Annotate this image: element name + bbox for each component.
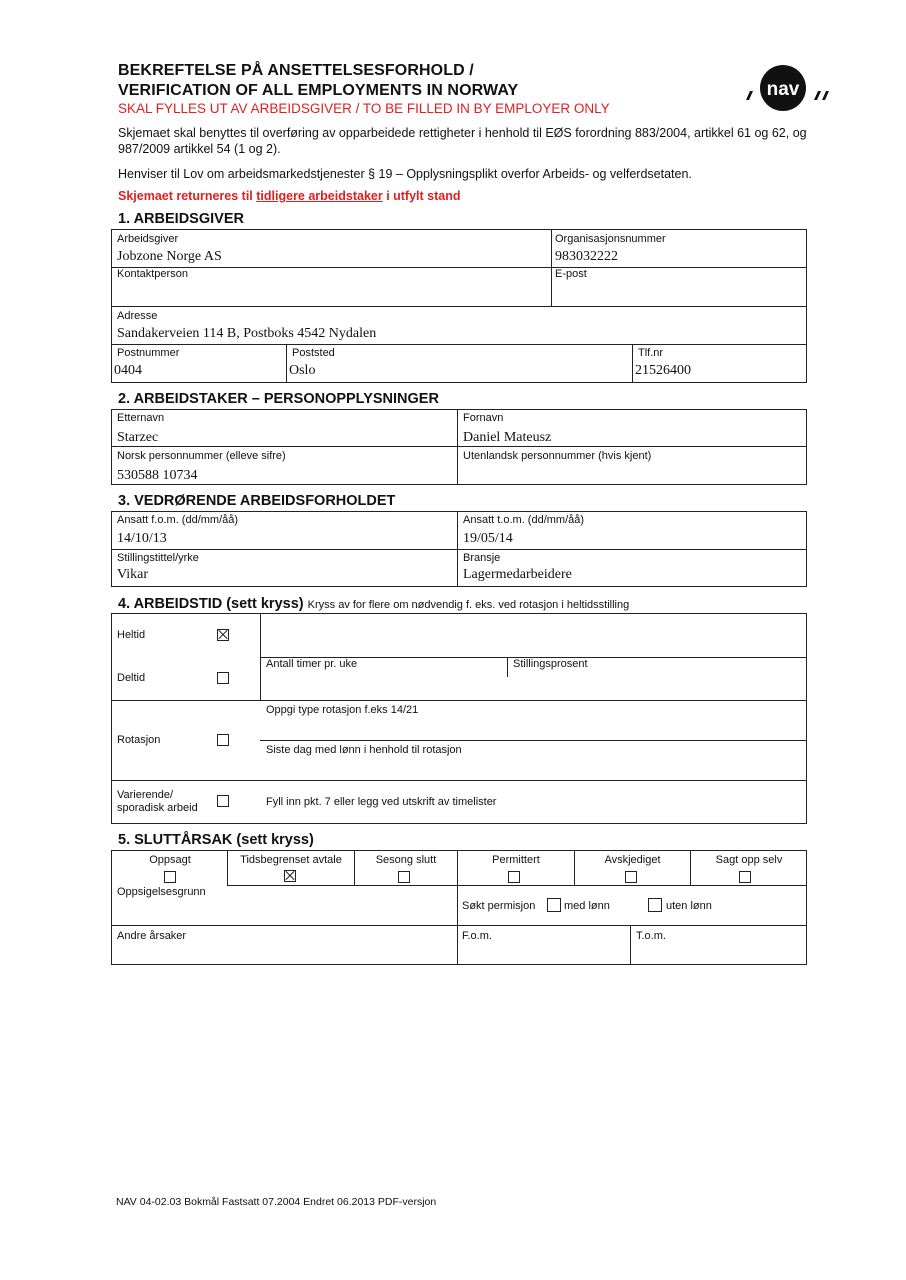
label-uten-lonn: uten lønn [666,900,712,912]
label-sagt-opp-selv: Sagt opp selv [715,854,783,866]
field-adresse[interactable]: Sandakerveien 114 B, Postboks 4542 Nydalen [117,326,377,341]
section-4-table [111,613,807,824]
section-4-title: 4. ARBEIDSTID (sett kryss) Kryss av for flere om nødvendig f. eks. ved rotasjon i heltidsstilling [118,596,630,612]
field-poststed[interactable]: Oslo [289,363,316,378]
label-oppsagt: Oppsagt [149,854,191,866]
return-instruction: Skjemaet returneres til tidligere arbeidstaker i utfylt stand [118,189,461,203]
field-fornavn[interactable]: Daniel Mateusz [463,430,552,445]
label-utl-personnummer: Utenlandsk personnummer (hvis kjent) [463,450,652,462]
label-fom: F.o.m. [462,930,492,942]
label-antall-timer: Antall timer pr. uke [266,658,358,670]
label-epost: E-post [555,268,587,280]
label-arbeidsgiver: Arbeidsgiver [117,233,179,245]
field-arbeidsgiver[interactable]: Jobzone Norge AS [117,249,222,264]
label-ansatt-fom: Ansatt f.o.m. (dd/mm/åå) [117,514,239,526]
label-fornavn: Fornavn [463,412,504,424]
checkbox-permittert[interactable] [508,871,520,883]
checkbox-sagt-opp-selv[interactable] [739,871,751,883]
field-personnummer[interactable]: 530588 10734 [117,468,198,483]
label-andre-arsaker: Andre årsaker [117,930,187,942]
label-postnummer: Postnummer [117,347,180,359]
checkbox-med-lonn[interactable] [547,898,561,912]
checkbox-uten-lonn[interactable] [648,898,662,912]
section-1-title: 1. ARBEIDSGIVER [118,211,244,227]
checkbox-sesong-slutt[interactable] [398,871,410,883]
field-ansatt-fom[interactable]: 14/10/13 [117,531,167,546]
label-personnummer: Norsk personnummer (elleve sifre) [117,450,286,462]
field-bransje[interactable]: Lagermedarbeidere [463,567,572,582]
label-tlf: Tlf.nr [638,347,664,359]
field-stilling[interactable]: Vikar [117,567,149,582]
section-2-table [111,409,807,485]
field-orgnr[interactable]: 983032222 [555,249,618,264]
checkbox-heltid[interactable] [217,629,229,641]
field-postnummer[interactable]: 0404 [114,363,142,378]
label-deltid: Deltid [117,672,146,684]
field-tlf[interactable]: 21526400 [635,363,691,378]
checkbox-tidsbegrenset[interactable] [284,870,296,882]
field-etternavn[interactable]: Starzec [117,430,159,445]
checkbox-oppsagt[interactable] [164,871,176,883]
title-en: VERIFICATION OF ALL EMPLOYMENTS IN NORWAY [118,82,519,99]
label-med-lonn: med lønn [564,900,610,912]
checkbox-deltid[interactable] [217,672,229,684]
label-poststed: Poststed [292,347,335,359]
label-ansatt-tom: Ansatt t.o.m. (dd/mm/åå) [463,514,585,526]
checkbox-rotasjon[interactable] [217,734,229,746]
field-ansatt-tom[interactable]: 19/05/14 [463,531,513,546]
intro-text-2: Henviser til Lov om arbeidsmarkedstjenester § 19 – Opplysningsplikt overfor Arbeids- og velferdsetaten. [118,167,692,181]
label-adresse: Adresse [117,310,158,322]
footer-form-id: NAV 04-02.03 Bokmål Fastsatt 07.2004 Endret 06.2013 PDF-versjon [116,1196,437,1208]
label-heltid: Heltid [117,629,146,641]
label-bransje: Bransje [463,552,501,564]
label-sporadisk: sporadisk arbeid [117,802,198,814]
section-2-title: 2. ARBEIDSTAKER – PERSONOPPLYSNINGER [118,391,439,407]
intro-text-1: Skjemaet skal benyttes til overføring av opparbeidede rettigheter i henhold til EØS forordning 883/2004, artikkel 61 og 62, og 987/2009 artikkel 54 (1 og 2). [118,126,807,156]
label-oppsigelsesgrunn: Oppsigelsesgrunn [117,886,206,898]
label-fyll-inn: Fyll inn pkt. 7 eller legg ved utskrift av timelister [266,796,497,808]
label-orgnr: Organisasjonsnummer [555,233,666,245]
title-no: BEKREFTELSE PÅ ANSETTELSESFORHOLD / [118,62,474,79]
label-varierende: Varierende/ [117,789,174,801]
checkbox-varierende[interactable] [217,795,229,807]
label-avskjediget: Avskjediget [604,854,661,866]
svg-text:nav: nav [766,79,800,100]
label-stilling: Stillingstittel/yrke [117,552,199,564]
label-sokt-permisjon: Søkt permisjon [462,900,536,912]
checkbox-avskjediget[interactable] [625,871,637,883]
subtitle: SKAL FYLLES UT AV ARBEIDSGIVER / TO BE FILLED IN BY EMPLOYER ONLY [118,101,610,116]
label-type-rotasjon: Oppgi type rotasjon f.eks 14/21 [266,704,419,716]
label-tidsbegrenset: Tidsbegrenset avtale [240,854,342,866]
label-rotasjon: Rotasjon [117,734,161,746]
label-siste-dag: Siste dag med lønn i henhold til rotasjon [266,744,462,756]
label-etternavn: Etternavn [117,412,165,424]
label-tom: T.o.m. [636,930,666,942]
section-3-title: 3. VEDRØRENDE ARBEIDSFORHOLDET [118,493,396,509]
label-permittert: Permittert [492,854,540,866]
label-sesong-slutt: Sesong slutt [375,854,437,866]
label-kontaktperson: Kontaktperson [117,268,188,280]
label-stillingsprosent: Stillingsprosent [513,658,588,670]
section-5-title: 5. SLUTTÅRSAK (sett kryss) [118,832,314,848]
nav-logo [740,64,830,116]
